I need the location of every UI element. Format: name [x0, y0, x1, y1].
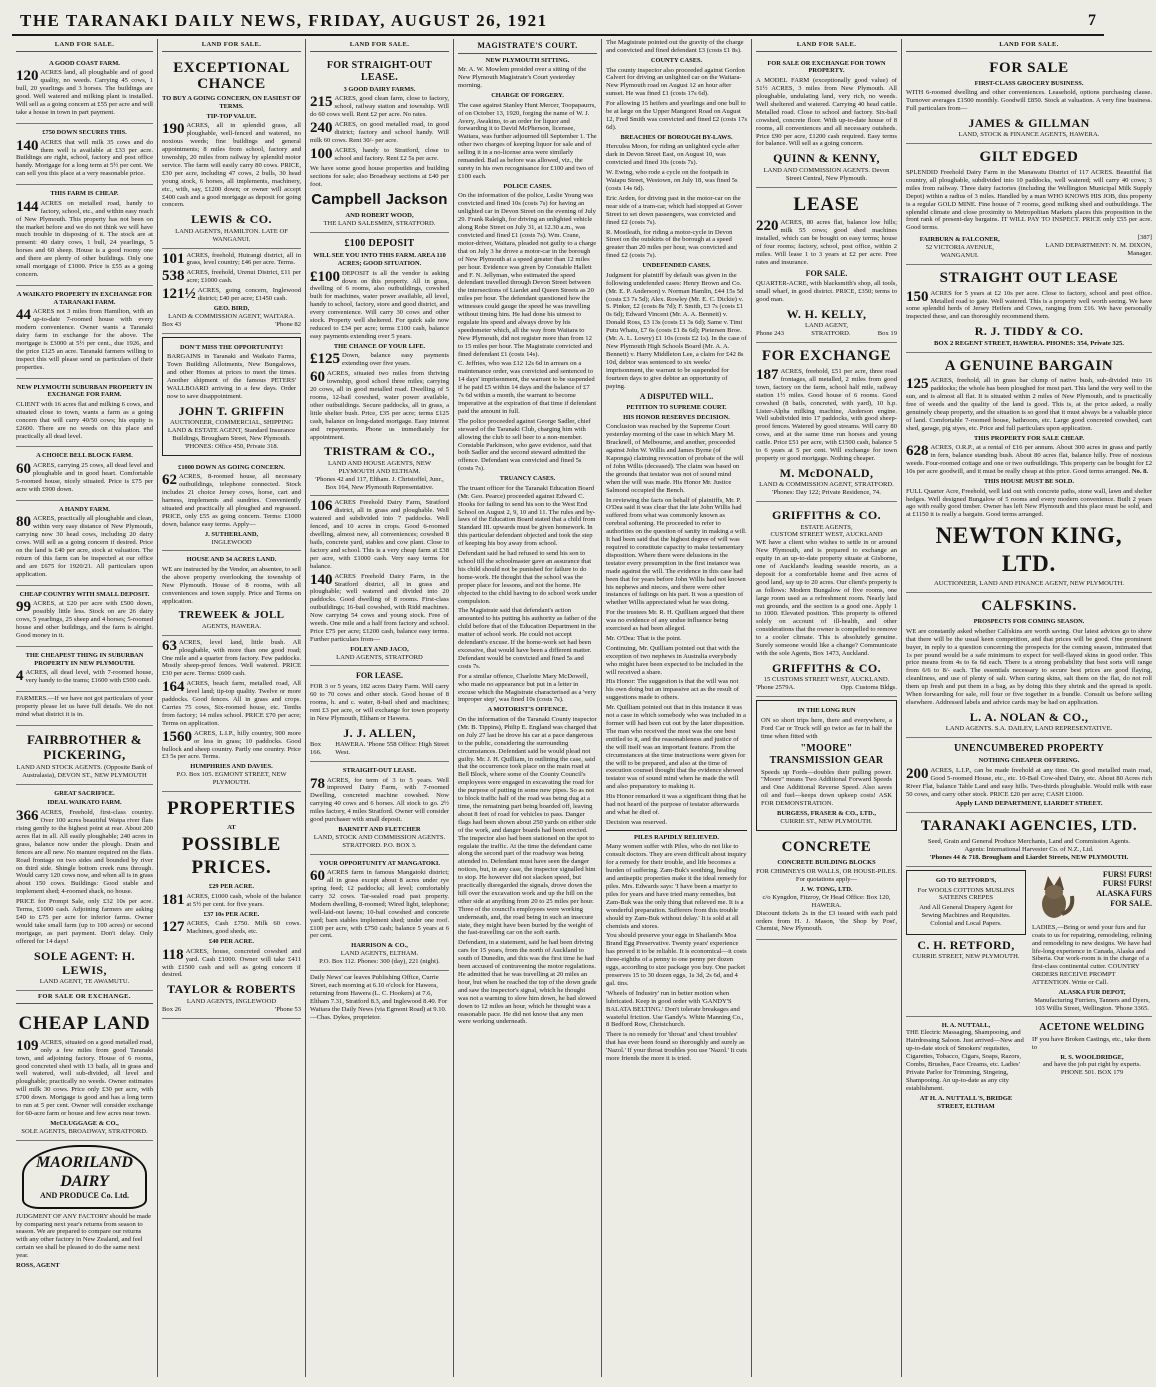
listing-text: ACRES, beach farm, metalled road, All level land; tip-top quality. Twelve or more paddocks. Good fences. All in grass and crops. Carries 75 cows, Six-roomed house, etc. Tenths from factory; 14 miles school. PRICE £70 per acre; Terms on application.: [162, 680, 301, 727]
listing: [162, 730, 301, 762]
ad-text: ACRES, carrying 25 cows, all dead level and ploughable and in good heart. Comfortable 5-roomed house, nicely situated. Price is £75 per acre with £900 down.: [16, 462, 153, 493]
agent-name: NEWTON KING, LTD.: [935, 523, 1123, 576]
ad-body: [16, 600, 153, 640]
ad-body: [16, 200, 153, 279]
column-header: LAND FOR SALE.: [162, 39, 301, 52]
ad-griffiths: GRIFFITHS & CO. ESTATE AGENTS, CUSTOM STREET WEST, AUCKLAND WE have a client who wishes to settle in or around New Plymouth, and is prepared to exchange an equity in an up-to-date property situate at Gisborne, one of Auckland's leading seaside resorts, as a deposit for a comfortable home and five acres of good land, say up to 20 acres. Our client's property is as follows: Modern Bungalow of five rooms, one large room used as a refreshment room. Nearly laid out grounds, and the section is a good one. Apply 1 to 1000. Elevated position. This property is offered solely on account of ill-health, and other considerations that the owner is compelled to remove to a cooler climate. This is absolutely genuine. Surely someone would like a change? Communicate with the sole Agents, Box 1473, Auckland. GRIFFITHS & CO. 15 CUSTOMS STREET WEST, AUCKLAND. 'Phone 2579A. Opp. Customs Bldgs.: [756, 502, 897, 697]
agent-name: L. A. NOLAN & CO.,: [969, 709, 1089, 724]
dairy-text: JUDGMENT OF ANY FACTORY should be made by comparing next year's returns from season to season. We are prepared to compare our returns with any other factory in New Zealand, and feel certain we shall be pleased to do the same next year.: [16, 1212, 152, 1260]
column-3: [306, 39, 454, 1377]
ad-dont-miss: DON'T MISS THE OPPORTUNITY! BARGAINS in Taranaki and Waikato Farms, Town Building Allotments, New Bungalows, and other Homes at prices to meet the times. Another shipment of the famous PETERS' WALLBOARD arriving in a few days. Order now to save disappointment. JOHN T. GRIFFIN AUCTIONEER, COMMERCIAL, SHIPPING LAND & ESTATE AGENT, Standard Insurance Buildings, Brougham Street, New Plymouth. 'PHONES: Office 450, Private 318.: [162, 337, 301, 456]
column-header: LAND FOR SALE.: [310, 39, 449, 52]
agent-name: Campbell Jackson: [311, 191, 448, 209]
ad-title: DON'T MISS THE OPPORTUNITY!: [179, 343, 284, 351]
ad-properties: PROPERTIES AT POSSIBLE PRICES. £29 PER ACRE. 181 ACRES, £1000 cash, whole of the balance at 5½ per cent. for five years. £37 10s PER ACRE. 127 ACRES, Cash £750. Milk 60 cows. Machines, good sheds, etc. £40 PER ACRE. 118 ACRES, house, concreted cowshed and yard. Cash £1000. Owner will take £411 with £1500 cash and sell as going concern if desired. TAYLOR & ROBERTS LAND AGENTS, INGLEWOOD Box 26 'Phone 53: [162, 792, 301, 1019]
column-header: LAND FOR SALE.: [16, 39, 153, 52]
acre-count: 80: [16, 514, 31, 531]
listing-text: ACRES, going concern, Inglewood district; £40 per acre; £1450 cash.: [197, 287, 301, 303]
agent-name: TREWEEK & JOLL: [178, 608, 285, 621]
ad-straight-lease: FOR STRAIGHT-OUT LEASE. 3 GOOD DAIRY FARMS. 215 ACRES, good clean farm, close to factory, school, railway station and township. Will do 60 cows well. Rent £2 per acre. No rates. 240 ACRES, on good metalled road, in good district; factory and school handy. Will milk 60 cows. Rent 30/- per acre. 100 ACRES, handy to Stratford, close to school and factory. Rent £2 5s per acre. We have some good house properties and building sections for sale; also Broadway sections at £40 per foot. Campbell Jackson AND ROBERT WOOD, THE LAND SALESMEN, STRATFORD.: [310, 55, 449, 233]
agent-name: SOLE AGENT: H. LEWIS,: [33, 948, 136, 977]
agent-name: J. W. TONG, LTD.: [800, 886, 853, 893]
agent-name: FOLEY AND JACO,: [350, 645, 409, 653]
acre-count: 120: [16, 68, 39, 85]
agent-name: J. SUTHERLAND,: [204, 530, 259, 538]
acre-count: 140: [16, 137, 39, 154]
ad-bird: 101 ACRES, freehold, Huirangi district, all in grass, level country; £46 per acre. Terms. 538 ACRES, freehold, Urenui District, £11 per acre; £1000 cash. 121½ ACRES, going concern, Inglewood district; £40 per acre; £1450 cash. GEO. BIRD, LAND & COMMISSION AGENT, WAITARA. Box 43 'Phone 82: [162, 249, 301, 334]
acre-count: 538: [162, 268, 185, 285]
land-ad: [16, 379, 153, 448]
ad-text: ACRES on metalled road, handy to factory, school, etc., and within easy reach of New Plymouth. This property has not been on the market before and we do not think we will have much trouble in disposing of it. The stock are at present: 40 dairy cows, 1 bull, 24 yearlings, 5 horses and 60 sheep. House is a good roomy one and there are plenty of other buildings. Only one small mortgage of £1000. Price is £55 as a going concern.: [16, 199, 153, 278]
ad-title: CHEAP LAND: [18, 1013, 151, 1035]
ad-lease: LEASE 220 ACRES, 80 acres flat, balance low hills; milk 55 cows; good shed machines installed, which can be bought on easy terms; house of four rooms; factory, school, post office, within 2 miles. Will lease 1 to 3 years at £2 per acre. Free rates and insurance. FOR SALE. QUARTER-ACRE, with blacksmith's shop, all tools, small wharf, in good district. PRICE, £350; terms to good man. W. H. KELLY, LAND AGENT, Phone 243 STRATFORD. Box 19: [756, 188, 897, 344]
ad-concrete: CONCRETE CONCRETE BUILDING BLOCKS FOR CHIMNEYS OR WALLS, OR HOUSE-PILES. For quotations apply— J. W. TONG, LTD. c/o Kyngdon, Fitzroy, Or Head Office: Box 120, HAWERA. Discount tickets 2s in the £3 issued with each paid orders from H. J. Mason, 'the Shop by Post', Chemist, New Plymouth.: [756, 834, 897, 941]
agent-name: R. S. WOOLDRIDGE,: [1060, 1053, 1124, 1061]
acre-count: 140: [310, 571, 333, 588]
agent-name: QUINN & KENNY,: [773, 151, 880, 166]
ad-heading: £750 DOWN SECURES THIS.: [42, 128, 127, 136]
furs-line: ALASKA FURS: [1096, 889, 1152, 899]
acre-count: 1560: [162, 728, 192, 745]
ad-calfskins: CALFSKINS. PROSPECTS FOR COMING SEASON. WE are constantly asked whether Calfskins are worth saving. Our latest advices go to show that there will be the usual keen competition, and that prices will be good. One prominent buyer, in reply to a question concerning the prospects for the coming season, intimated that 1s per pound would be a safe minimum to expect for well-flayed skins in good order. This price means from 4s to 6s 6d each. There is a strong probability that best sorts will range from 6/6 to 8/- each. The essentials necessary to secure best prices are good flaying, cleanliness, and use of plenty of salt. When curing skins, salt them on the flat, do not roll them up fresh and put them in a bag, as by doing this they shrink and the spread is spoilt. When forwarding for sale, roll four or five together in a bundle. Consult us before selling elsewhere. Addressed labels and advice cards may be had on application. L. A. NOLAN & CO., LAND AGENTS. S.A. DAILEY, LAND REPRESENTATIVE.: [906, 593, 1152, 738]
agent-name: TARANAKI AGENCIES, LTD.: [920, 818, 1138, 835]
agent-name: BURGESS, FRASER & CO., LTD.,: [777, 810, 876, 818]
ad-moore-gear: IN THE LONG RUN ON so short trips here, there and everywhere, a Ford Car or Truck will go twice as far in half the time when fitted with "MOORE" TRANSMISSION GEAR Speeds up Fords—doubles their pulling power. "Moore" means Two Additional Forward Speeds and One Additional Reverse Speed. Also saves oil and fuel—keeps down upkeep costs! ASK FOR DEMONSTRATION. BURGESS, FRASER & CO., LTD., CURRIE ST., NEW PLYMOUTH.: [756, 700, 897, 831]
listing-text: ACRES, L.I.P., hilly country, 900 more or less in grass; 10 paddocks. Good bullock and sheep country. Partly one country. Price £3 5s per acre. Terms.: [162, 729, 301, 761]
agent-name: HUMPHRIES AND DAVIES.: [190, 763, 273, 771]
column-6: [752, 39, 902, 1377]
agent-name: LEWIS & CO.: [191, 212, 272, 227]
acre-count: 106: [310, 498, 333, 515]
ad-unencumbered: UNENCUMBERED PROPERTY NOTHING CHEAPER OFFERING. 200 ACRES, L.I.P., can be made freehold at any time. On good metalled main road, Good 5-roomed House, etc., etc. 10-Bail Cow-shed Dairy, etc. About 80 Acres rich River Flat, balance Table Land and easy hills. Two-thirds ploughable. Would milk with ease 50 cows, and carry other stock. PRICE £20 per acre; CASH £1000. Apply LAND DEPARTMENT, LIARDET STREET.: [906, 738, 1152, 813]
listing: [162, 252, 301, 268]
land-ad: [16, 692, 153, 726]
listing: [310, 499, 449, 570]
agent-name: M. McDONALD,: [779, 465, 874, 480]
ad-text: ACRES not 3 miles from Hamilton, with an up-to-date 7-roomed house with every modern convenience. Owner wants a Taranaki dairy farm in exchange for the above. The mortgage is £3000 at 5½ per cent., due 1926, and the price £125 an acre. Taranaki farmers willing to inspect this will please send us particulars of their properties.: [16, 308, 153, 371]
agent-name: GEO. BIRD,: [213, 304, 250, 312]
agent-name: TAYLOR & ROBERTS: [167, 982, 296, 997]
ad-body: [16, 69, 153, 116]
acre-count: 100: [310, 145, 333, 162]
ad-going-concern: £1000 DOWN AS GOING CONCERN. 62 ACRES, 8-roomed house, all necessary outbuildings, telephone connected. Stock includes 21 choice Jersey cows, horse, cart and harness, implements and sundries. Conveniently situated and practically all ploughed and regrassed. PRICE, only £55 as going concern. Terms: £1000 down, balance easy terms. Apply— J. SUTHERLAND, INGLEWOOD: [162, 459, 301, 552]
column-1: [12, 39, 158, 1377]
ad-body: 109 ACRES, situated on a good metalled road, only a few miles from good Taranaki town, and adjoining factory. House of 6 rooms, good concreted shed with 13 bails, all in grass and well watered, well sub-divided, all level and ploughable; practically no weeds. Owner estimates will milk 30 cows. Price only £30 per acre, with £700 down. Mortgage is good and has a long term to run at 5 per cent. Owner will consider exchange for 60-acre farm or house and few acres near town.: [16, 1037, 153, 1118]
acre-count: 44: [16, 307, 31, 324]
column-header: LAND FOR SALE.: [756, 39, 897, 52]
ad-body: [16, 669, 153, 685]
ad-text: FARMERS.—If we have not got particulars of your property please let us have full details. We do not mind what district it is in.: [16, 695, 153, 718]
masthead: [12, 8, 1104, 36]
ad-list: [16, 55, 153, 726]
listing-text: ACRES, level land, little bush. All ploughable, with more than one good road; One mile and a quarter from factory. Few paddocks. Mostly sheep-proof fences. Well watered. PRICE £30 per acre. Terms: £600 cash.: [162, 638, 301, 678]
ad-genuine-bargain: A GENUINE BARGAIN 125 ACRES, freehold, all in grass bar clump of native bush, sub-divided into 16 paddocks; the whole has been ploughed for most part. This land the very well to the sun, and is almost all flat. It is situated within 2 miles of New Plymouth, and is practically free of weeds and the quality of the land is good. This is, at the price asked, a really genuinely cheap property, and the situation is so good that it must always be a valuable piece of land. Comfortable 7-roomed house, bathroom, etc. Large good concreted cowshed, cart shed, garage, pig styes, etc. Price and full particulars upon application. THIS PROPERTY FOR SALE CHEAP. 628 ACRES, O.R.P., at a rental of £16 per annum. About 300 acres in grass and partly in fern, balance standing bush. About 80 acres flat, balance hilly. Free of noxious weeds. Four-roomed cottage and one or two outbuildings. This property can be bought for £2 10s per acre goodwill, and it must be really cheap at this price. Good terms arranged. No. 8. THIS HOUSE MUST BE SOLD. FULL Quarter Acre, Freehold, well laid out with concrete paths, stone wall, lawn and shelter hedges. Well designed Bungalow of 5 rooms and every modern convenience. Built 2 years ago with really good timber. Owner has left New Plymouth and this place must be sold, and at £1150 it is really a bargain. Good terms arranged. NEWTON KING, LTD. AUCTIONEER, LAND AND FINANCE AGENT, NEW PLYMOUTH.: [906, 353, 1152, 594]
agent-name: BARNITT AND FLETCHER: [338, 825, 421, 833]
column-header: LAND FOR SALE.: [906, 39, 1152, 52]
ad-heading: GREAT SACRIFICE.: [54, 789, 115, 797]
ad-deposit: £100 DEPOSIT WILL SEE YOU INTO THIS FARM. AREA 110 ACRES; GOOD SITUATION. £100 DEPOSIT is all the vendor is asking down on this property. All in grass, dwelling of 6 rooms, also outbuildings, cowshed built for machines, water power available, all level, handy to school, factory, store and good district, and every convenience. Will carry 30 cows and other stock. Property well sheltered. For quick sale now reduced to £34 per acre; terms £100 cash, balance easy payments extending over 5 years. THE CHANCE OF YOUR LIFE. £125 Down, balance easy payments extending over five years. 60 ACRES, situated two miles from thriving township, good school three miles; carrying 20 cows, all in good metalled road. Dwelling of 5 rooms, 12-bail cowshed, water power available, other outbuildings. Secure paddocks, all in grass, a little shelter bush. Price, £35 per acre; terms £125 cash, balance on long-dated mortgage. Easy interest and repayments. Phone us immediately for appointment. TRISTRAM & CO., LAND AND HOUSE AGENTS, NEW PLYMOUTH AND ELTHAM. 'Phones 42 and 117, Eltham. J. Christoffel, Junr., Box 164, New Plymouth Representative.: [310, 233, 449, 496]
ad-heading: THE CHEAPEST THING IN SUBURBAN PROPERTY IN NEW PLYMOUTH.: [25, 651, 144, 667]
ad-price: PRICE for Prompt Sale, only £32 10s per acre. Terms, £1000 cash. Adjoining farmers are asking £40 to £75 per acre for inferior farms. Owner would take small farm (up to 100 acres) or second mortgage, as part payment. Don't delay. Only offered for 14 days!: [16, 898, 153, 945]
agent-name: C. H. RETFORD,: [917, 938, 1015, 953]
listing-text: ACRES Freehold Dairy Farm, Stratford district, all in grass and ploughable. Well watered and subdivided into 7 paddocks. Well fenced, and 10 acres in crops. Good 6-roomed dwelling, almost new, all conveniences; cowshed 8 bails, concrete yard, stables and cow plant. Close to factory and school. This is a very cheap farm at £38 per acre, with £1000 cash. Very easy terms for balance.: [310, 499, 449, 570]
listing: [310, 121, 449, 145]
ad-heading: NEW PLYMOUTH SUBURBAN PROPERTY IN EXCHANGE FOR FARM.: [16, 383, 153, 399]
column-7: [902, 39, 1156, 1377]
ad-for-exchange: FOR EXCHANGE 187 ACRES, freehold, £51 per acre, three road frontages, all metalled, 2 miles from good town, factory on the farm, school half mile, railway station 1½ miles. Good house of 6 rooms. Good cowshed (8 bails, concreted, with yard), 10 h.p. Lister-Alpha milking machine, Anderson engine. Well subdivided into 17 paddocks, with good sheep-proof fences. Watered by good streams. Will carry 80 cows, and at the same time run horses and young cattle. Price £51 per acre, with £1500 cash, balance 5 to 6 years at 5 per cent. Will exchange for town property or good mortgage. Nothing cheaper. M. McDONALD, LAND & COMMISSION AGENT, STRATFORD. 'Phones: Day 122; Private Residence, 74.: [756, 343, 897, 502]
ad-sacrifice: [16, 785, 153, 991]
acre-count: 101: [162, 250, 185, 267]
agent-name: GRIFFITHS & CO.: [771, 508, 881, 523]
ad-model-farm: FOR SALE OR EXCHANGE FOR TOWN PROPERTY. A MODEL FARM (exceptionally good value) of 51½ ACRES, 3 miles from New Plymouth. All ploughable, undulating land, very rich, no weeds. Well sheltered and watered. Carrying 40 head cattle. Metalled road. Close to school and factory. Six-bail cowshed, concrete floor. With up-to-date house of 8 rooms, all conveniences and all necessary outsheds. Price £90 per acre, £1200 cash required. Easy terms for balance. Will sell as a going concern. QUINN & KENNY, LAND AND COMMISSION AGENTS. Devon Street Central, New Plymouth.: [756, 55, 897, 188]
masthead-title: THE TARANAKI DAILY NEWS, FRIDAY, AUGUST 26, 1921: [20, 10, 548, 30]
ad-text: ACRES, all dead level, with 7-roomed house, very handy to the trams; £1600 with £500 cash.: [25, 669, 153, 685]
ad-body: [16, 308, 153, 371]
agent-address: SOLE AGENTS, BROADWAY, STRATFORD.: [21, 1127, 148, 1135]
fox-icon: [1032, 870, 1076, 924]
car-notice: Daily News' car leaves Publishing Office, Currie Street, each morning at 6.10 o'clock for Hawera, returning from Hawera (L. C. Hookers) at 7.6, Eltham 7.31, Stratford 8.3, and Inglewood 8.40. For Waitara the Daily News (via Egmont Road) at 9.10.—Chas. Dykes, proprietor.: [310, 974, 448, 1021]
ad-body: [16, 695, 153, 719]
furs-line: FURS! FURS!: [1102, 879, 1152, 889]
acre-count: 4: [16, 668, 24, 685]
ad-body: [16, 515, 153, 578]
ad-heading: A HANDY FARM.: [59, 505, 110, 513]
agent-address: LAND AGENT, TE AWAMUTU.: [39, 978, 130, 986]
ad-body: [16, 139, 153, 179]
ad-text: ACRES, at £20 per acre with £500 down, possibly little less. Stock on are 26 dairy cows, 5 yearlings, 25 sheep and 4 horses; 5-roomed house and other buildings, and the farm is alright. Good money in it.: [16, 600, 153, 639]
ad-heading: A WAIKATO PROPERTY IN EXCHANGE FOR A TARANAKI FARM.: [16, 290, 153, 306]
ad-gilt-edged: GILT EDGED SPLENDID Freehold Dairy Farm in the Manawatu District of 117 ACRES. Beautiful flat country, all ploughable, subdivided into 10 paddocks, well watered; will carry 40 cows; 3 miles from railway. Three dairy factories (including the Wellington Municipal Milk Supply Depot) within a radius of 3 miles. Handled by a man WHO KNOWS HIS JOB, this property is a regular GOLD MINE. Fine house of 7 rooms, good milking shed and outbuildings. The splendid climate and close proximity to Metropolitan Markets places this proposition in the front rank of present-day bargains. IT WILL PAY TO INSPECT. PRICE only £55 per acre. Good terms. FAIRBURN & FALCONER, 52 VICTORIA AVENUE, WANGANUI. [387] LAND DEPARTMENT: N. M. DIXON, Manager.: [906, 144, 1152, 265]
ad-heading: A CHOICE BELL BLOCK FARM.: [36, 452, 133, 460]
furs-line: FURS! FURS!: [1102, 869, 1152, 879]
listing: [162, 639, 301, 679]
column-2: [158, 39, 306, 1377]
ad-grocery: FOR SALE FIRST-CLASS GROCERY BUSINESS. WITH 6-roomed dwelling and other conveniences. Leasehold, options purchasing clause. Turnover averages £1500 monthly. Goodwill £850. Stock at valuation. A very fine business. Full particulars from— JAMES & GILLMAN LAND, STOCK & FINANCE AGENTS, HAWERA.: [906, 55, 1152, 144]
agent-name: R. J. TIDDY & CO.: [974, 324, 1084, 339]
agent-address: LAND AND STOCK AGENTS. (Opposite Bank of Australasia), DEVON ST., NEW PLYMOUTH: [16, 763, 153, 779]
land-ad: [16, 647, 153, 692]
ad-title: EXCEPTIONAL CHANCE: [173, 59, 290, 92]
ad-mangatoki: YOUR OPPORTUNITY AT MANGATOKI. 60 ACRES farm in famous Mangatoki district; all in grass except about 8 acres under rye spring feed; 12 paddocks; all level; comfortably carry 32 cows. Tar-sealed road past property. Modern dwelling, 8-roomed; Wired light, telephone; well-laid-out lawns; 10-bail cowshed and concrete yard; barn stables implement shed; under one roof. £100 per acre, with £750 cash; balance 5 years at 6 per cent. HARRISON & CO., LAND AGENTS, ELTHAM. P.O. Box 112. Phones: 300 (day), 221 (night).: [310, 855, 449, 971]
ad-straight-out: STRAIGHT-OUT LEASE. 78 ACRES, for term of 3 to 5 years. Well improved Dairy Farm, with 7-roomed Dwelling, concreted machine cowshed. Now carrying 40 cows and 6 horses. All stock to go. 2½ miles factory, 4 miles Stratford. Owner will consider good purchaser with small deposit. BARNITT AND FLETCHER LAND, STOCK AND COMMISSION AGENTS. STRATFORD. P.O. BOX 3.: [310, 762, 449, 855]
ad-straight-out-lease: STRAIGHT OUT LEASE 150 ACRES for 5 years at £2 10s per acre. Close to factory, school and post office. Metalled road to gate. Well watered. This is a property well worth seeing. We have some splendid herds of Jersey Heifers and Cows, ranging from £16. We have personally inspected these, and can thoroughly recommend them. R. J. TIDDY & CO. BOX 2 REGENT STREET, HAWERA. PHONES: 354, Private 325.: [906, 265, 1152, 353]
agent-name: HARRISON & CO.,: [351, 942, 408, 950]
listing: [310, 147, 449, 163]
listing-text: ACRES, freehold, Urenui District, £11 per acre; £1000 cash.: [186, 269, 301, 285]
ad-humphries: 63 ACRES, level land, little bush. All ploughable, with more than one good road; One mile and a quarter from factory. Few paddocks. Mostly sheep-proof fences. Well watered. PRICE £30 per acre. Terms: £600 cash. 164 ACRES, beach farm, metalled road, All level land; tip-top quality. Twelve or more paddocks. Good fences. All in grass and crops. Carries 75 cows, Six-roomed house, etc. Tenths from factory; 14 miles school. PRICE £70 per acre; Terms on application. 1560 ACRES, L.I.P., hilly country, 900 more or less in grass; 10 paddocks. Good bullock and sheep country. Partly one country. Price £3 5s per acre. Terms. HUMPHRIES AND DAVIES. P.O. Box 105. EGMONT STREET, NEW PLYMOUTH.: [162, 636, 301, 792]
acre-count: 215: [310, 94, 333, 111]
piles-heading: PILES RAPIDLY RELIEVED.: [634, 833, 719, 841]
column-header: MAGISTRATE'S COURT.: [458, 39, 597, 54]
acre-count: 164: [162, 679, 185, 696]
ad-body: [16, 401, 153, 441]
land-ad: [16, 586, 153, 647]
listing-text: ACRES Freehold Dairy Farm, in the Stratford district, all in grass and ploughable; well watered and divided into 20 paddocks. Good dwelling of 8 rooms. First-class outbuildings; 16-bail cowshed, with Ridd machines. Now carrying 54 cows and young stock. Free of weeds. One mile and a half from factory and school. Price £75 per acre; £1200 cash, balance easy terms. Further particulars from—: [310, 572, 449, 643]
ad-for-lease: FOR LEASE. FOR 3 or 5 years, 182 acres Dairy Farm. Will carry 60 to 70 cows and other stock. Good house of 8 rooms, h. and c. water, 8-bail shed and machines; rent £3 per acre, or will exchange for town property in New Plymouth, Eltham or Hawera. J. J. ALLEN, Box 166. HAWERA. 'Phone 558 Office: High Street West.: [310, 666, 449, 761]
ad-nuttall: H. A. NUTTALL, THE Electric Massaging, Shampooing, and Hairdressing Saloon. Just arrived—New and up-to-date stock of Smokers' requisites, Cigarettes, Tobacco, Cigars, Soaps, Razors, Combs, Brushes, Face Creams, etc. Ladies' Private Parlor for Trimming, Singeing, Shampooing. An up-to-date as any city establishment. AT H. A. NUTTALL'S, BRIDGE STREET, ELTHAM: [906, 1020, 1026, 1111]
acre-count: 121½: [162, 286, 196, 303]
acre-count: 240: [310, 120, 333, 137]
land-ad: [16, 286, 153, 379]
land-ad: [16, 124, 153, 185]
listing: [162, 269, 301, 285]
column-5: The Magistrate pointed out the gravity of the charge and convicted and fined defendant £3 (costs £1 8s). COUNTY CASES. The county inspector also proceeded against Gordon Calvert for driving an unlighted car on the Waitara-New Plymouth road on August 12 an hour after sunset. He was fined £1 (costs 17s 6d). For allowing 15 heifers and yearlings and one bull to be at large on the Upper Mangorei Road on August 12, Fred Smith was convicted and fined £2 (costs 17s 6d). BREACHES OF BOROUGH BY-LAWS. Herculea Moon, for riding an unlighted cycle after dark in Devon Street East, on August 10, was convicted and fined 10s (costs 7s). W. Ewing, who rode a cycle on the footpath in Waiapu Street, Westown, on July 18, was fined 5s (costs 14s 6d). Eric Arden, for driving past in the motor-car on the near side of a tram-car, which had stopped at Gover Street to set down passengers, was convicted and fined £2 (costs 7s). R. Mostleath, for riding a motor-cycle in Devon Street on the outskirts of the borough at a speed greater than 20 miles per hour, was convicted and fined £2 (costs 7s). UNDEFENDED CASES. Judgment for plaintiff by default was given in the following undefended cases: Henry Brown and Co. (Mr. E. P. Anderson) v. Norman Hamlin, £44 15s 5d (costs £3 7s 5d); Alex. Rowley (Mr. E. C. Dickie) v. S. Pinker, £2 (costs 8s 7d); F. Smith, £3 7s (costs £1 0s 6d); Edward Vincent (Mr. A. A. Bennett) v. Donald Ross, £3 13s (costs £1 3s 6d); Same v. Timi Putu Whatu, £7 6s (costs £1 8s 6d); Pietersen Broe. (Mr. A. L. Lowry) £1 10s (costs £2 1s). In the case of New Plymouth High Schools Board (Mr. A. A. Bennett) v. Harry Middleton Lee, a claim for £42 8s 10d, debtor was sentenced to six weeks' imprisonment, the warrant to be suspended for fourteen days to give debtor an opportunity of paying. A DISPUTED WILL. PETITION TO SUPREME COURT. HIS HONOR RESERVES DECISION. Conclusion was reached by the Supreme Court yesterday morning of the case in which Mary M. Bracknell, of Melbourne, and another, proceeded against John W. Willis and James Byrne (of Kaponga) claiming revocation of probate of the will of John Willis (deceased). The claim was based on the grounds that testator was not of sound mind when the will was made. His Honor Mr. Justice Salmond occupied the Bench. In reviewing the facts on behalf of plaintiffs, Mr. P. O'Dea said it was clear that the late John Willis had suffered from what was commonly known as cerebral softening. He proceeded to refer to authorities on the question of sanity in making a will. It had been said that the highest degree of will was required to constitute capacity to make testamentary disposition. Where there were delusions in the testator every presumption in the first instance was made against the will. The evidence in this case had been that for years before John Willis had not known his nephews and nieces, and there were other instances of failings on his part. It was a question of whether Willis appreciated what he was doing. For the trustees Mr. R. H. Quilliam argued that there was no evidence of any undue influence being exercised as had been alleged. Mr. O'Dea: That is the point. Continuing, Mr. Quilliam pointed out that with the exception of two nephews in Australia everybody who might have been expected to be included in the will received a share. His Honor: The suggestion is that the will was not his own doing but an impassive act as the result of suggestions made to others. Mr. Quilliam pointed out that in this instance it was not a case in which somebody who was included in a former will had been cut out by the later disposition. The man who received the most was the one best entitled to it, and the reasonableness and justice of the will itself was an important feature. From the circumstances at the time instructions were given for the will to be prepared, and also at the time of execution counsel thought that the evidence showed testator was of sound mind when he made the will and also preparatory to making it. His Honor remarked it was a significant thing that he had not heard of the purpose of testator afterwards and what he died of. Decision was reserved. PILES RAPIDLY RELIEVED. Many women suffer with Piles, who do not like to consult doctors. They are even difficult about inquiry for a remedy for their trouble, and life becomes a burden of suffering. Zam-Buk's soothing, healing and antiseptic properties make it the ideal remedy for piles. Mrs. Edwards says: 'I have been a martyr to piles for years and have tried many remedies, but Zam-Buk was the only thing that relieved me. It is a wonderful preparation. Sufferers from this trouble should try Zam-Buk without delay.' It is sold at all chemists and stores. You should preserve your eggs in Shailand's Moa Brand Egg Preservative. Twenty years' experience has proved it to be reliable. It is economical—it costs three-eighths of a penny to one penny per dozen eggs, according to size package you buy. One packet preserves 15 to 30 dozen eggs, 1s 3d, 2s 6d, and 4 gal. tins. 'Wheels of Industry' run in better motion when lubricated. Keep in good order with 'GANDY'S BALATA BELTING.' Don't tolerate breakages and wasteful friction. Use Gandy's. White Manning Co., 8 Bedford Row, Christchurch. There is no remedy for 'throat' and 'chest troubles' that has ever been found so thoroughly and surely as 'Nazol.' If your throat troubles you use 'Nazol.' It cuts more friends the more it is tried.: [602, 39, 752, 1377]
ad-cheap-land: [16, 1007, 153, 1141]
page-number: 7: [1088, 12, 1096, 30]
listing-text: ACRES, handy to Stratford, close to school and factory. Rent £2 5s per acre.: [334, 146, 449, 162]
agent-name: JAMES & GILLMAN: [968, 115, 1090, 130]
section-header: FOR SALE OR EXCHANGE.: [16, 991, 153, 1004]
column-4: MAGISTRATE'S COURT. NEW PLYMOUTH SITTING. Mr. A. W. Mowlem presided over a sitting of the New Plymouth Magistrate's Court yesterday morning. CHARGE OF FORGERY. The case against Stanley Hunt Mercer, Toopapaurrs, of on October 13, 1920, forging the name of W. J. Avery, Awakino, to an order for liquor and forwarding it to David McPherson, licensee, Waitara, was further adjourned till September 1. The other two charges of keeping liquor for sale and of selling it in a no-license area were similarly remanded. Bail as before was allowed, viz., the surety in his own recognisance for £100 and two of £100 each. POLICE CASES. On the information of the police, Leslie Young was convicted and fined 10s (costs 7s) for having an unlighted car in Devon Street on the evening of July 29. Frank Raleigh, for driving an unlighted vehicle along Robe Street on July 31, at 12.30 a.m., was convicted and fined £1 (costs 7s). Wm. Crane, motor-driver, Waitara, pleaded not guilty to a charge that on July 3 he drove a motor-car in the borough of New Plymouth at a speed greater than 12 miles per hour. Evidence was given by Constable Hallett and F. N. Jellyman, who estimated the speed defendant travelled through Devon Street between the intersections of Liardet and Queen Streets as 20 miles per hour. The defendant questioned how the witnesses could gauge the speed he was travelling without timing him. He had done his utmost to regulate his speed and always drove by his speedometer which, all the way from Waitara to New Plymouth, did not register more than from 12 to 15 miles per hour. The Magistrate convicted and fined defendant £1 (costs 14s). C. Jeffries, who was £12 12s 6d in arrears on a maintenance order, was convicted and sentenced to 14 days' imprisonment, the warrant to be suspended if he paid £5 within 14 days and the balance of £7 7s 6d within a month, the warrant to become imperative at the expiration of that time if defendant paid the amount in full. The police proceeded against George Sadler, chief steward of the Taranaki Club, charging him with allowing the club to sell beer to a non-member. Constable Parkinson, who gave evidence, said that both Sadler and the second steward admitted the offence. Defendant was convicted and fined 5s (costs 7s). TRUANCY CASES. The truant officer for the Taranaki Education Board (Mr. Geo. Pearce) proceeded against Edward C. Hooks for failing to send his son to the West End School on August 2, 9, 10 and 11. The rules and by-laws of the Education Board stated that a child from Standard III. upwards must be given homework. In this particular defendant objected and took the step of keeping his boy away from school. Defendant said he had refused to send his son to school till the schoolmaster gave an assurance that his child should not be punished for failure to do home-work. He thought that the school was the proper place for lessons, and not the home. He objected to the child having to do school work under compulsion. The Magistrate said that defendant's action amounted to his putting his authority as father of the child before that of the Education Department in the matter of school work. He could not accept defendant's excuse. If the home-work set had been excessive, that would have been a different matter. Defendant would be convicted and fined 5s and costs 7s. For a similar offence, Charlotte Mary McDowell, who made no appearance but put in a letter in excuse which the Magistrate characterised as a 'very improper step', was fined 10s (costs 7s). A MOTORIST'S OFFENCE. On the information of the Taranaki County inspector (Mr. B. Tippins), Philip E. England was charged that on July 27 last he drove his car at a pace dangerous to the public, considering the surrounding circumstances. Defendant said he would plead not guilty. Mr. J. H. Quilliam, in outlining the case, said that the occurrence took place on the main road at Bell Block, where some of the County Council's employees were engaged in excavating the road for the purpose of putting in some new pipes. So as not to block traffic half of the road was being dug at a time, the remaining part being boarded off, leaving about 8 feet of road for vehicles to pass. Danger flags had been shown about 250 yards on either side of the work, and danger boards had been erected. The inspector also had been stationed on the spot to regulate the traffic. At the time the defendant came along the second part of the roadway was being attended to. Defendant must have seen the danger notices, but, in any case, the inspector signalled him to stop. He however did not slacken speed, but practically disregarded the signals, drove down the hill over the excavation work and up the hill on the other side at anything from 20 to 25 miles per hour. Three of the council's employees were working underneath, and, the road being in such an insecure state, they might have been buried by the weight of the fast-travelling car on the soft earth. Defendant, in a statement, said he had been driving cars for 15 years, from the north of Auckland to south of Dunedin, and this was the first time he had been accused of contravening the motor regulations. He admitted that he was travelling at 20 miles an hour, but when he reached the top of the down grade and saw the inspector's signal, which he thought was not a warning to slow him down, he had slowed down to 12 miles an hour, which he thought was a reasonable pace. He did not know that any men were working underneath.: [454, 39, 602, 1377]
listing-text: ACRES, freehold, Huirangi district, all in grass, level country; £46 per acre. Terms.: [186, 251, 301, 267]
ad-body: 366 ACRES, Freehold, first-class country. Over 100 acres beautiful Waipa river flats rising gently to the highest point at rear. About 200 acres flat in all. All easily ploughable; 240 acres in grass, balance now under the plough. Drain and fences are all new. No manure required on the flats. Road frontage on two sides and bounded by river on third side. Shingle bottom creek runs through. Would carry 120 cows now, and when all is in grass about 150 cows. Buildings: Good stable and implement shed; 4-roomed shack, no house.: [16, 808, 153, 896]
land-ad: [16, 55, 153, 124]
ad-heading: CHEAP COUNTRY WITH SMALL DEPOSIT.: [19, 590, 150, 598]
land-ad: [16, 185, 153, 286]
listing: [310, 95, 449, 119]
ad-house: HOUSE AND 34 ACRES LAND. WE are instructed by the Vendor, an absentee, to sell the above property overlooking the township of New Plymouth. House of 8 rooms, with all conveniences and town supply. Price and Terms on application. TREWEEK & JOLL AGENTS, HAWERA.: [162, 551, 301, 635]
acre-count: 144: [16, 198, 39, 215]
ad-text: CLIENT with 16 acres flat and milking 6 cows, and situated close to town, wants a farm as a going concern that will carry 40/50 cows; his equity is £2600. There are no weeds on this place and practically all dead level.: [16, 400, 153, 440]
land-ad: [16, 447, 153, 500]
ad-heading: A GOOD COAST FARM.: [49, 59, 120, 67]
agent-name: TRISTRAM & CO.,: [324, 444, 435, 459]
ad-exceptional: EXCEPTIONAL CHANCE TO BUY A GOING CONCERN, ON EASIEST OF TERMS. TIP-TOP VALUE. 190 ACRES, all in splendid grass, all ploughable, well-fenced and watered, no noxious weeds; fine buildings and general appointments; 8 miles from school, factory and township, 20 miles from railway by splendid motor service. The farm will easily carry 80 cows. PRICE, £30 per acre, including 47 cows, 2 bulls, 30 head young stock, 6 horses, all implements, machinery, etc., with, say, £1200 down; or owner will accept £400 cash and a good mortgage as deposit for going concern. LEWIS & CO. LAND AGENTS, HAMILTON. LATE OF WANGANUI.: [162, 55, 301, 249]
acre-count: 99: [16, 599, 31, 616]
ad-retford: GO TO RETFORD'S, For WOOLS COTTONS MUSLINS SATEENS CREPES And All General Drapery Agent for Sewing Machines and Requisites. Colonial and Local Papers.: [906, 870, 1026, 935]
agent-name: J. J. ALLEN,: [343, 725, 416, 740]
ad-retford-furs: GO TO RETFORD'S, For WOOLS COTTONS MUSLINS SATEENS CREPES And All General Drapery Agent for Sewing Machines and Requisites. Colonial and Local Papers. C. H. RETFORD, CURRIE STREET, NEW PLYMOUTH. FURS! FURS! FURS! FURS! ALASKA FURS FOR SALE. LADIES,—Bring or send your furs and fur coats to us for repairing, remodeling, relining and remodeling to new designs. We have had life-long experience in Canada, Alaska and Siberia. Our work-room is in the charge of a first-class continental cutter. COUNTRY ORDERS RECEIVE PROMPT ATTENTION. Write or Call. ALASKA FUR DEPOT, Manufacturing Furriers, Tanners and Dyers, 103 Willis Street, Wellington. 'Phone 3365.: [906, 867, 1152, 1017]
agent-fairbrother: [16, 726, 153, 785]
land-ad: [16, 501, 153, 586]
ad-body: [16, 462, 153, 494]
agent-name: FAIRBURN & FALCONER,: [919, 236, 1000, 244]
ad-heading: THIS FARM IS CHEAP.: [50, 190, 119, 198]
ad-subheading: IDEAL WAIKATO FARM.: [47, 799, 122, 807]
ad-foley: 106 ACRES Freehold Dairy Farm, Stratford district, all in grass and ploughable. Well watered and subdivided into 7 paddocks. Well fenced, and 10 acres in crops. Good 6-roomed dwelling, almost new, all conveniences; cowshed 8 bails, concrete yard, stables and cow plant. Close to factory and school. This is a very cheap farm at £38 per acre, with £1000 cash. Very easy terms for balance. 140 ACRES Freehold Dairy Farm, in the Stratford district, all in grass and ploughable; well watered and divided into 20 paddocks. Good dwelling of 8 rooms. First-class outbuildings; 16-bail cowshed, with Ridd machines. Now carrying 54 cows and young stock. Free of weeds. One mile and a half from factory and school. Price £75 per acre; £1200 cash, balance easy terms. Further particulars from— FOLEY AND JACO, LAND AGENTS, STRATFORD: [310, 496, 449, 666]
listing: [162, 287, 301, 303]
ad-acetone: ACETONE WELDING IF you have Broken Castings, etc., take them to R. S. WOOLDRIDGE, and have the job put right by experts. PHONE 501. BOX 179: [1032, 1021, 1151, 1077]
dairy-footer: ROSS, AGENT: [16, 1262, 60, 1270]
agent-name: JOHN T. GRIFFIN: [178, 403, 285, 418]
ad-text: ACRES, practically all ploughable and clean, within very easy distance of New Plymouth, carrying now 30 head cows, including 20 dairy cows. Will sell as a going concern if desired. Price on the land is £40 per acre, stock at valuation. The return of this farm can be inspected at our office and are £675 for 1920/21. All particulars upon application.: [16, 515, 153, 578]
agent-name: McCLUGGAGE & CO.,: [50, 1119, 119, 1127]
agent-name: FAIRBROTHER & PICKERING,: [26, 731, 143, 763]
agent-name: H. A. NUTTALL,: [941, 1021, 991, 1029]
ad-taranaki-agencies: TARANAKI AGENCIES, LTD. Seed, Grain and General Produce Merchants, Land and Commission Agents. Agents: International Harvester Co. of N.Z., Ltd. 'Phones 44 & 718. Brougham and Liardet Streets, NEW PLYMOUTH.: [906, 813, 1152, 866]
listing: [310, 573, 449, 644]
listing-text: ACRES, on good metalled road, in good district; factory and school handy. Will milk 60 cows. Rent 30/- per acre.: [310, 121, 449, 145]
listing: [162, 680, 301, 727]
furs-line: FOR SALE.: [1110, 898, 1152, 908]
listing-text: ACRES, good clean farm, close to factory, school, railway station and township. Will do 60 cows well. Rent £2 per acre. No rates.: [310, 95, 449, 119]
acre-count: 60: [16, 461, 31, 478]
acre-count: 366: [16, 808, 39, 825]
dairy-logo: MAORILAND DAIRY AND PRODUCE Co. Ltd.: [22, 1145, 147, 1209]
acre-count: 63: [162, 637, 177, 654]
agent-name: W. H. KELLY,: [786, 307, 867, 322]
ad-text: ACRES that will milk 35 cows and do them well is available at £33 per acre. Buildings are right, school, factory and post office handy. Mortgage for a long term at 5½ per cent. We can sell you this place at a very reasonable price.: [16, 138, 153, 178]
ad-text: ACRES land, all ploughable and of good quality, no weeds. Carrying 45 cows, 1 bull, 20 yearlings and 3 horses. The buildings are good. Well watered and milking plant is installed. Will sell as a going concern at £55 per acre and will take a house in town in part payment.: [16, 69, 153, 117]
